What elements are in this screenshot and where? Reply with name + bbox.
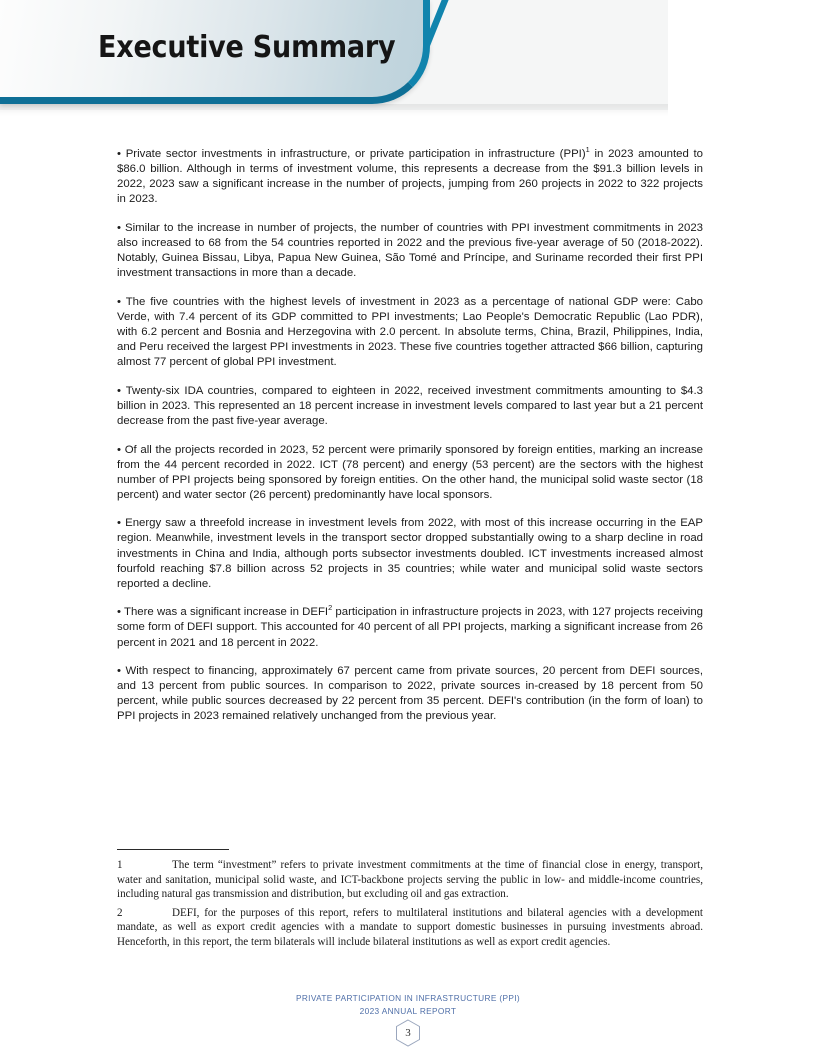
summary-paragraph: • The five countries with the highest levels of investment in 2023 as a percentage of national GDP were: Cabo Verde, with 7.4 percent of its GDP committed to PPI investments; Lao People's Democratic Republic (Lao PDR), with 6.2 percent and Bosnia and Herzegovina with 2.0 percent. In absolute terms, China, Brazil, Philippines, India, and Peru received the largest PPI investments in 2023. These five countries together attracted $66 billion, capturing almost 77 percent of global PPI investment. xyxy=(117,295,703,369)
page-header-banner xyxy=(0,0,668,110)
executive-summary-body xyxy=(117,147,703,738)
footnote-number: 2 xyxy=(117,906,123,919)
summary-paragraph: • There was a significant increase in DEFI$^2$ participation in infrastructure projects in 2023, with 127 projects receiving some form of DEFI support. This accounted for 40 percent of all PPI projects, marking a significant increase from 26 percent in 2021 and 18 percent in 2022. xyxy=(117,603,703,649)
summary-paragraph: • Energy saw a threefold increase in investment levels from 2022, with most of this increase occurring in the EAP region. Meanwhile, investment levels in the transport sector dropped substantially owing to a sharp decline in road investments in China and India, although ports subsector investments doubled. ICT investments increased almost fourfold reaching $7.8 billion across 52 projects in 35 countries; while water and municipal solid waste sectors reported a decline. xyxy=(117,517,703,590)
footnote-number: 1 xyxy=(117,859,123,871)
footnote-text: DEFI, for the purposes of this report, refers to multilateral institutions and bilateral agencies with a development mandate, as well as export credit agencies with a mandate to support domestic businesses in pursuing investments abroad. Henceforth, in this report, the term bilaterals will include bilateral institutions as well as export credit agencies. xyxy=(117,906,703,948)
summary-paragraph: • Similar to the increase in number of projects, the number of countries with PPI investment commitments in 2023 also increased to 68 from the 54 countries reported in 2022 and the previous five-year average of 50 (2018-2022). Notably, Guinea Bissau, Libya, Papua New Guinea, São Tomé and Príncipe, and Suriname recorded their first PPI investment transactions in more than a decade. xyxy=(117,221,703,280)
summary-paragraph: • Of all the projects recorded in 2023, 52 percent were primarily sponsored by foreign entities, marking an increase from the 44 percent recorded in 2022. ICT (78 percent) and energy (53 percent) are the sectors with the highest number of PPI projects being sponsored by foreign entities. On the other hand, the municipal solid waste sector (18 percent) and water sector (26 percent) predominantly have local sponsors. xyxy=(117,443,703,501)
footnote-item xyxy=(117,906,703,950)
footer-report-subtitle: 2023 ANNUAL REPORT xyxy=(359,1005,457,1016)
page-number-wrap xyxy=(0,1019,816,1047)
footnotes-section xyxy=(117,849,703,954)
footer-report-title: PRIVATE PARTICIPATION IN INFRASTRUCTURE (PPI) xyxy=(295,993,521,1003)
summary-paragraph: • Twenty-six IDA countries, compared to eighteen in 2022, received investment commitments amounting to $4.3 billion in 2023. This represented an 18 percent increase in investment levels compared to last year but a 21 percent decrease from the past five-year average. xyxy=(117,384,703,427)
header-shadow xyxy=(0,104,668,116)
page-number-hexagon xyxy=(395,1019,421,1047)
footnote-reference: 1 xyxy=(585,145,590,155)
page-footer xyxy=(0,992,816,1047)
footnote-item xyxy=(117,858,703,902)
footnote-reference: 2 xyxy=(328,603,333,613)
summary-paragraph: • Private sector investments in infrastructure, or private participation in infrastructure (PPI)$^1$ in 2023 amounted to $86.0 billion. Although in terms of investment volume, this represents a decrease from the $91.3 billion levels in 2022, 2023 saw a significant increase in the number of projects, jumping from 260 projects in 2022 to 322 projects in 2023. xyxy=(117,145,704,206)
footnote-separator-rule xyxy=(117,849,229,850)
footnote-text: The term “investment” refers to private investment commitments at the time of financial close in energy, transport, water and sanitation, municipal solid waste, and ICT-backbone projects serving the public in low- and middle-income countries, including natural gas transmission and distribution, but excluding oil and gas extraction. xyxy=(117,859,703,901)
summary-paragraph: • With respect to financing, approximately 67 percent came from private sources, 20 percent from DEFI sources, and 13 percent from public sources. In comparison to 2022, private sources in-creased by 18 percent from 50 percent, while public sources decreased by 22 percent from 35 percent. DEFI's contribution (in the form of loan) to PPI projects in 2023 remained relatively unchanged from the previous year. xyxy=(117,665,703,723)
page-number: 3 xyxy=(405,1027,411,1039)
page-title: Executive Summary xyxy=(98,30,396,65)
